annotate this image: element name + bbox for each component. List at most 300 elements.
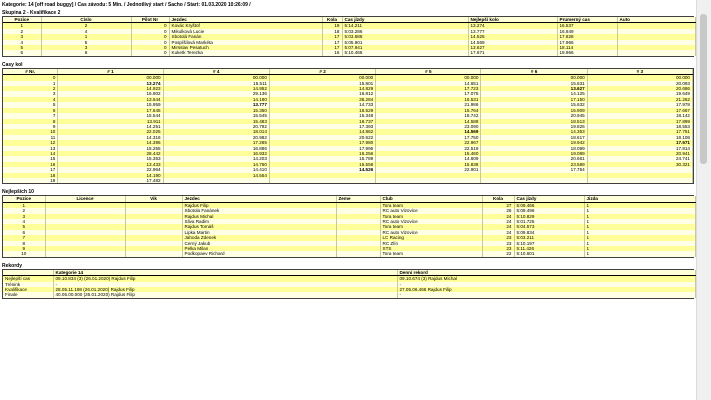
best10-cell: 5:09.834 — [514, 230, 584, 235]
laps-cell: 13.627 — [481, 86, 587, 91]
laps-cell: 20.093 — [587, 81, 692, 86]
laps-cell: 22.967 — [376, 140, 481, 145]
laps-cell: 17.978 — [587, 102, 692, 107]
laps-column-header: # Nr. — [3, 69, 58, 75]
laps-cell: 14.829 — [269, 86, 375, 91]
results-cell: 6 — [41, 50, 131, 55]
best10-column-header: Kola — [482, 196, 514, 202]
best10-cell — [125, 251, 182, 256]
records-cell: Nejlepší cas — [3, 276, 53, 282]
best10-column-header: Jezdec — [182, 196, 336, 202]
laps-cell — [587, 178, 692, 183]
results-cell: 16.849 — [557, 29, 617, 34]
results-cell: 18.114 — [557, 45, 617, 50]
results-column-header: Jezdec — [169, 17, 322, 23]
laps-cell: 14.526 — [269, 167, 375, 172]
laps-cell: 15.545 — [163, 113, 269, 118]
laps-cell: 15.631 — [481, 81, 587, 86]
best10-column-header: Vik — [125, 196, 182, 202]
laps-cell: 17.667 — [587, 108, 692, 113]
laps-column-header: # 1 — [58, 69, 163, 75]
results-cell: 0 — [131, 34, 169, 39]
results-column-header: Císlo — [41, 17, 131, 23]
laps-cell: 17.723 — [376, 86, 481, 91]
results-cell: 5:03.286 — [342, 29, 468, 34]
results-cell: 0 — [131, 50, 169, 55]
laps-cell: 15.511 — [163, 81, 269, 86]
results-column-header: Prumerný cas — [557, 17, 617, 23]
laps-cell: 22.519 — [376, 146, 481, 151]
laps-table — [3, 69, 693, 184]
laps-cell: 14.316 — [58, 135, 163, 140]
best10-cell: 5:10.601 — [514, 251, 584, 256]
results-column-header: Kola — [322, 17, 342, 23]
results-title: Skupina 2 - Kvalifikace 2 — [2, 10, 61, 16]
best10-cell: 5:11.426 — [514, 246, 584, 251]
laps-cell: 15.632 — [481, 102, 587, 107]
best10-cell: 1 — [584, 241, 695, 246]
best10-cell: Podkopaev Richard — [182, 251, 336, 256]
laps-cell: 15.959 — [58, 102, 163, 107]
best10-cell: LC Racing — [380, 235, 482, 240]
results-column-header: Nejlepší kolo — [468, 17, 557, 23]
laps-cell: 16.737 — [269, 119, 375, 124]
best10-cell: 1 — [584, 230, 695, 235]
best10-cell: 24 — [482, 224, 514, 229]
records-cell: 40.05.00.000 (26.01.2020) Rajdus Filip — [53, 292, 397, 297]
results-cell: Pospíšilová Markéta — [169, 40, 322, 45]
laps-cell — [481, 178, 587, 183]
results-cell: 16 — [322, 50, 342, 55]
laps-cell: 18.099 — [481, 146, 587, 151]
results-cell: 3 — [3, 34, 41, 39]
laps-cell: 17.995 — [269, 146, 375, 151]
laps-cell: 1 — [3, 81, 58, 86]
laps-cell: 3 — [3, 91, 58, 96]
best10-title: Nejlepších 10 — [2, 189, 34, 196]
laps-cell: 14.203 — [163, 156, 269, 161]
best10-cell: 23 — [482, 235, 514, 240]
results-cell: 17.671 — [468, 50, 557, 55]
laps-cell: 12 — [3, 140, 58, 145]
laps-cell: 15.483 — [163, 119, 269, 124]
results-cell: 13.274 — [468, 23, 557, 29]
laps-column-header: # 3 — [587, 69, 692, 75]
best10-column-header: Licence — [45, 196, 125, 202]
best10-table-box — [2, 195, 694, 257]
records-column-header: Kategorie 14 — [53, 270, 397, 276]
records-table — [3, 270, 696, 298]
laps-row — [3, 178, 693, 183]
best10-cell: 2 — [3, 208, 45, 213]
laps-cell: 16.932 — [163, 151, 269, 156]
laps-cell: 14.609 — [376, 156, 481, 161]
laps-cell: 8 — [3, 119, 58, 124]
best10-cell: Tora team — [380, 224, 482, 229]
results-cell: Mirsslav Pesatuch — [169, 45, 322, 50]
results-column-header: Pozice — [3, 17, 41, 23]
laps-cell: 21.986 — [376, 102, 481, 107]
laps-column-header: # 2 — [269, 69, 375, 75]
laps-cell: 14.750 — [163, 162, 269, 167]
laps-cell: 20.686 — [587, 86, 692, 91]
records-cell: 09.10.834 (3) (26.01.2020) Rajdus Filip — [53, 276, 397, 282]
best10-cell: 27 — [482, 202, 514, 208]
laps-cell: 2 — [3, 86, 58, 91]
results-cell: 6 — [3, 50, 41, 55]
records-column-header: Denní rekord — [397, 270, 695, 276]
records-cell: - — [397, 282, 695, 287]
laps-column-header: # 4 — [163, 69, 269, 75]
results-cell: 17.828 — [557, 34, 617, 39]
laps-cell: 5 — [3, 102, 58, 107]
laps-cell: 13 — [3, 146, 58, 151]
report-header: Kategorie: 14 [off road buggy] / Cas závodu: 5 Min. / Jednotlivý start / Sacho / Start: 01.03.2020 10:26:09 / — [2, 2, 251, 8]
results-column-header: Pilot Nr — [131, 17, 169, 23]
laps-cell: 20.622 — [269, 135, 375, 140]
laps-cell: 11 — [3, 135, 58, 140]
results-cell: 5:10.468 — [342, 50, 468, 55]
laps-cell: 17.899 — [587, 119, 692, 124]
laps-cell: 15.789 — [269, 156, 375, 161]
laps-cell: 15.838 — [376, 162, 481, 167]
laps-cell: 20.941 — [587, 151, 692, 156]
records-cell: - — [53, 282, 397, 287]
best10-cell: 4 — [3, 219, 45, 224]
best10-cell: Sliva Radim — [182, 219, 336, 224]
laps-cell: 14 — [3, 151, 58, 156]
results-column-header: Cas jízdy — [342, 17, 468, 23]
laps-cell: 10 — [3, 129, 58, 134]
best10-cell: Rajdus Michal — [182, 214, 336, 219]
best10-cell: RC Zlín — [380, 241, 482, 246]
best10-cell: Cerný Jakub — [182, 241, 336, 246]
best10-column-header: Jizda — [584, 196, 695, 202]
laps-cell: 17.814 — [587, 146, 692, 151]
records-cell: Kvalifikace — [3, 287, 53, 292]
laps-cell: 19.942 — [481, 140, 587, 145]
laps-cell: 16.886 — [163, 146, 269, 151]
laps-cell: 19.089 — [481, 151, 587, 156]
laps-cell: 14.410 — [163, 167, 269, 172]
best10-cell: 5:10.197 — [514, 241, 584, 246]
best10-cell: 3 — [3, 214, 45, 219]
laps-cell: 22.964 — [58, 167, 163, 172]
laps-cell: 14.353 — [481, 129, 587, 134]
laps-cell: 36.284 — [269, 97, 375, 102]
results-cell: 5:14.211 — [342, 23, 468, 29]
best10-table — [3, 196, 696, 256]
results-cell: 14.526 — [468, 34, 557, 39]
laps-cell: 18.108 — [587, 135, 692, 140]
best10-cell — [45, 251, 125, 256]
best10-cell: RC auto Vizovice — [380, 208, 482, 213]
results-cell: 13.777 — [468, 29, 557, 34]
laps-cell: 18.742 — [376, 113, 481, 118]
laps-cell: 18.553 — [587, 124, 692, 129]
results-cell — [617, 50, 695, 55]
best10-cell: 1 — [584, 251, 695, 256]
laps-cell: 15.558 — [269, 162, 375, 167]
best10-cell: Rajdus Filip — [182, 202, 336, 208]
laps-cell: 17.482 — [58, 178, 163, 183]
laps-cell: 20.661 — [481, 156, 587, 161]
laps-cell: 20.945 — [481, 113, 587, 118]
laps-cell: 24.741 — [587, 156, 692, 161]
best10-cell: 22 — [482, 251, 514, 256]
laps-table-box — [2, 68, 694, 185]
laps-cell: 16.256 — [269, 151, 375, 156]
laps-cell: 18 — [3, 173, 58, 178]
laps-cell: 15.348 — [269, 113, 375, 118]
laps-cell: 21.262 — [587, 97, 692, 102]
report-page — [2, 2, 694, 299]
laps-cell: 13.777 — [163, 102, 269, 107]
results-cell: Sbotolá Fanán — [169, 34, 322, 39]
records-table-box — [2, 269, 694, 299]
laps-cell: 18.014 — [163, 129, 269, 134]
laps-cell: 14.180 — [163, 97, 269, 102]
laps-cell — [163, 178, 269, 183]
laps-cell: 4 — [3, 97, 58, 102]
laps-cell: 14.733 — [269, 102, 375, 107]
laps-cell: 6 — [3, 108, 58, 113]
scrollbar-thumb[interactable] — [700, 14, 707, 164]
best10-cell: 23 — [482, 246, 514, 251]
best10-column-header: Zeme — [336, 196, 380, 202]
best10-cell: 24 — [482, 214, 514, 219]
laps-cell: 29.136 — [163, 91, 269, 96]
best10-column-header: Pozice — [3, 196, 45, 202]
laps-cell: 14.125 — [481, 91, 587, 96]
best10-cell: 5:01.725 — [514, 219, 584, 224]
best10-column-header: Cas jízdy — [514, 196, 584, 202]
laps-cell: 13.433 — [58, 162, 163, 167]
best10-cell: 24 — [482, 219, 514, 224]
best10-cell: RC auto Vizovice — [380, 219, 482, 224]
records-cell: Trénink — [3, 282, 53, 287]
laps-cell: 14.190 — [58, 173, 163, 178]
laps-column-header: # 5 — [376, 69, 481, 75]
best10-cell: 5:03.211 — [514, 235, 584, 240]
results-cell: 18 — [322, 29, 342, 34]
results-cell: 19.966 — [557, 50, 617, 55]
laps-cell: 17.750 — [376, 135, 481, 140]
results-cell: 0 — [131, 23, 169, 29]
laps-column-header: # 6 — [481, 69, 587, 75]
best10-cell: Tora team — [380, 214, 482, 219]
results-table — [3, 17, 696, 56]
results-cell: 17 — [322, 34, 342, 39]
vertical-scrollbar[interactable] — [696, 0, 711, 400]
laps-cell: 14.923 — [58, 86, 163, 91]
laps-cell: 16.812 — [269, 91, 375, 96]
best10-cell: 1 — [584, 219, 695, 224]
results-cell: 17.966 — [557, 40, 617, 45]
laps-cell: 14.569 — [376, 129, 481, 134]
results-cell: 2 — [41, 23, 131, 29]
laps-cell: 00.000 — [163, 75, 269, 81]
laps-cell: 17.645 — [58, 108, 163, 113]
laps-cell: 00.000 — [376, 75, 481, 81]
laps-cell: 00.000 — [58, 75, 163, 81]
results-column-header: Auto — [617, 17, 695, 23]
records-title: Rekordy — [2, 262, 23, 269]
results-cell: 17 — [322, 45, 342, 50]
laps-cell: 22.025 — [58, 129, 163, 134]
laps-cell: 22.901 — [376, 167, 481, 172]
laps-cell: 14.589 — [376, 119, 481, 124]
laps-cell: 15.764 — [376, 108, 481, 113]
records-cell: Finale — [3, 292, 53, 297]
laps-cell: 17.265 — [163, 140, 269, 145]
results-cell: Kuketk Terezka — [169, 50, 322, 55]
results-cell: 0 — [131, 29, 169, 34]
results-cell: 2 — [3, 29, 41, 34]
best10-cell: 1 — [584, 208, 695, 213]
laps-cell: 28.442 — [58, 151, 163, 156]
best10-cell — [336, 251, 380, 256]
laps-cell: 17.980 — [269, 140, 375, 145]
laps-cell: 15 — [3, 156, 58, 161]
best10-cell: 24 — [482, 230, 514, 235]
best10-column-header: Club — [380, 196, 482, 202]
laps-cell: 30.321 — [587, 162, 692, 167]
best10-cell: 7 — [3, 235, 45, 240]
laps-cell: 19 — [3, 178, 58, 183]
records-cell: 27.05.06.466 Rajdus Filip — [397, 287, 695, 292]
laps-cell: 20.982 — [163, 135, 269, 140]
results-cell: 17 — [322, 40, 342, 45]
laps-cell: 18.617 — [481, 135, 587, 140]
laps-cell: 16 — [3, 162, 58, 167]
best10-cell: Tora team — [380, 251, 482, 256]
best10-cell: 26 — [482, 208, 514, 213]
results-cell: 5 — [3, 45, 41, 50]
laps-cell: 17.754 — [481, 167, 587, 172]
results-cell: 14.569 — [468, 40, 557, 45]
best10-cell: 5:09.466 — [514, 202, 584, 208]
best10-cell: Rajdus Tomáš — [182, 224, 336, 229]
results-cell: 5:07.941 — [342, 45, 468, 50]
results-cell: 0 — [131, 45, 169, 50]
records-cell: - — [397, 292, 695, 297]
laps-cell: 9 — [3, 124, 58, 129]
results-cell: 0 — [131, 40, 169, 45]
results-cell: 3 — [41, 45, 131, 50]
laps-cell: 0 — [3, 75, 58, 81]
laps-cell: 15.350 — [163, 108, 269, 113]
laps-cell: 14.395 — [58, 140, 163, 145]
laps-cell: 7 — [3, 113, 58, 118]
best10-cell: 1 — [584, 246, 695, 251]
laps-cell: 00.000 — [587, 75, 692, 81]
laps-cell — [376, 178, 481, 183]
laps-cell: 15.353 — [58, 156, 163, 161]
best10-cell: 5 — [3, 224, 45, 229]
results-cell: 5:05.901 — [342, 40, 468, 45]
laps-cell: 17.393 — [269, 124, 375, 129]
laps-cell: 23.090 — [376, 124, 481, 129]
laps-cell: 17 — [3, 167, 58, 172]
results-cell: 1 — [41, 34, 131, 39]
laps-cell: 16.902 — [58, 91, 163, 96]
best10-cell: Pelka Milan — [182, 246, 336, 251]
results-cell: Kovác Kryštof — [169, 23, 322, 29]
records-cell: 28.05.11.198 (26.01.2020) Rajdus Filip — [53, 287, 397, 292]
results-cell: 4 — [41, 29, 131, 34]
laps-cell: 16.529 — [269, 108, 375, 113]
laps-cell: 15.801 — [269, 81, 375, 86]
laps-cell: 23.589 — [481, 162, 587, 167]
results-cell: 1 — [3, 23, 41, 29]
best10-cell: RC auto Vizovice — [380, 230, 482, 235]
laps-cell: 15.460 — [376, 151, 481, 156]
laps-cell: 18.513 — [481, 119, 587, 124]
best10-cell: 1 — [3, 202, 45, 208]
best10-cell: Sbotola Fanánek — [182, 208, 336, 213]
laps-cell: 15.909 — [481, 108, 587, 113]
laps-title: Casy kol — [2, 61, 23, 68]
laps-cell: 13.911 — [58, 119, 163, 124]
best10-cell: Lipka Martin — [182, 230, 336, 235]
results-row — [3, 50, 695, 55]
best10-cell: 10 — [3, 251, 45, 256]
results-cell: 13.627 — [468, 45, 557, 50]
results-cell: 5:03.688 — [342, 34, 468, 39]
laps-cell: 14.952 — [163, 86, 269, 91]
best10-cell: 6 — [3, 230, 45, 235]
best10-cell: 5:09.496 — [514, 208, 584, 213]
laps-cell: 14.554 — [163, 173, 269, 178]
laps-cell: 19.649 — [587, 91, 692, 96]
laps-cell: 13.644 — [58, 97, 163, 102]
best10-cell: Tora team — [380, 202, 482, 208]
best10-cell: 1 — [584, 202, 695, 208]
results-cell: 16.537 — [557, 23, 617, 29]
laps-cell: 17.751 — [587, 129, 692, 134]
laps-cell: 14.251 — [58, 124, 163, 129]
laps-cell: 15.255 — [58, 146, 163, 151]
laps-cell: 15.544 — [58, 113, 163, 118]
results-cell: 4 — [3, 40, 41, 45]
laps-cell: 00.000 — [269, 75, 375, 81]
best10-cell: 1 — [584, 214, 695, 219]
laps-cell: 17.075 — [376, 91, 481, 96]
best10-cell: 1 — [584, 224, 695, 229]
laps-cell: 13.274 — [58, 81, 163, 86]
laps-cell: 14.862 — [269, 129, 375, 134]
laps-cell: 14.651 — [376, 81, 481, 86]
best10-cell: 9 — [3, 246, 45, 251]
laps-cell: 18.142 — [587, 113, 692, 118]
best10-cell: 5:04.573 — [514, 224, 584, 229]
laps-cell: 19.826 — [481, 124, 587, 129]
results-cell: 5 — [41, 40, 131, 45]
laps-cell: 17.150 — [481, 97, 587, 102]
laps-cell: 00.000 — [481, 75, 587, 81]
records-row — [3, 292, 695, 297]
laps-cell: 16.531 — [376, 97, 481, 102]
results-cell: Mikulková Lucie — [169, 29, 322, 34]
best10-cell: 8 — [3, 241, 45, 246]
laps-cell: 20.792 — [163, 124, 269, 129]
best10-cell: 23 — [482, 241, 514, 246]
results-table-box — [2, 16, 694, 57]
best10-cell: STS — [380, 246, 482, 251]
best10-cell: 5:10.829 — [514, 214, 584, 219]
laps-cell: 17.671 — [587, 140, 692, 145]
